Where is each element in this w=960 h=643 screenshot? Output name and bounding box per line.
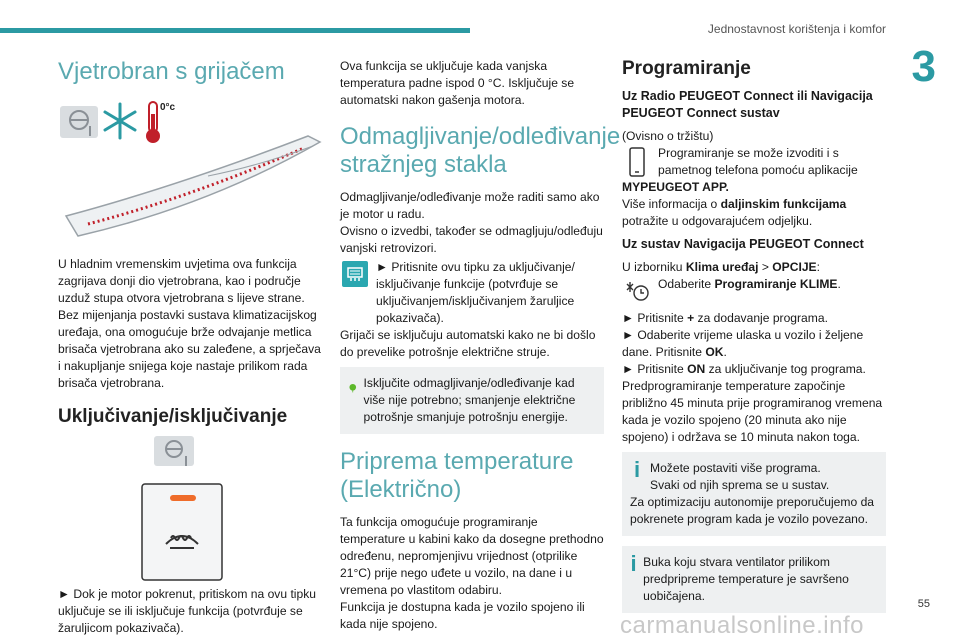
section-title-temperature-preparation: Priprema temperature (Električno) — [340, 448, 574, 503]
section-title-programming: Programiranje — [622, 58, 751, 79]
column-2 — [340, 58, 621, 639]
select-programming-step — [622, 276, 886, 306]
subsection-radio-connect: Uz Radio PEUGEOT Connect ili Navigacija PEUGEOT Connect sustav — [622, 89, 873, 120]
windscreen-illustration — [58, 96, 322, 256]
preprogramming-description: Predprogramiranje temperature započinje približno 45 minuta prije programiranog vremena kada je vozilo spojeno (20 minuta ako nije spojeno) i održava se 10 minuta nakon toga. — [622, 379, 883, 444]
activation-note: Ova funkcija se uključuje kada vanjska temperatura padne ispod 0 °C. Isključuje se automatski nakon gašenja motora. — [340, 59, 575, 107]
select-programming-text: Odaberite Programiranje KLIME. — [658, 277, 841, 291]
step-add-program: ► Pritisnite + za dodavanje programa. — [622, 311, 828, 325]
snowflake-icon — [105, 104, 135, 138]
section-title-heated-windscreen: Vjetrobran s grijačem — [58, 58, 285, 85]
steering-wheel-icon — [60, 106, 98, 138]
temperature-label: 0°c — [160, 102, 176, 113]
info-icon: i — [630, 551, 637, 576]
menu-path: U izborniku Klima uređaj > OPCIJE: — [622, 260, 820, 274]
on-off-instruction: ► Dok je motor pokrenut, pritiskom na ovu tipku uključuje se ili isključuje funkcija (potvrđuje se žaruljicom pokazivača). — [58, 587, 316, 635]
indicator-lamp — [170, 495, 196, 501]
column-3 — [622, 58, 886, 623]
steering-wheel-icon — [154, 436, 194, 466]
watermark: carmanualsonline.info — [620, 612, 864, 639]
running-header: Jednostavnost korištenja i komfor — [707, 22, 886, 36]
rear-defrost-icon — [342, 261, 368, 287]
temperature-preparation-p2: Funkcija je dostupna kada je vozilo spojeno ili kada nije spojeno. — [340, 600, 585, 631]
eco-note-text: Isključite odmagljivanje/odleđivanje kad više nije potrebno; smanjenje električne potrošnje smanjuje potrošnju energije. — [363, 376, 576, 424]
chapter-number: 3 — [911, 42, 936, 91]
step-select-time: ► Odaberite vrijeme ulaska u vozilo i željene dane. Pritisnite OK. — [622, 328, 864, 359]
rear-defrost-p4: Grijači se isključuju automatski kako ne bi došlo do prevelike potrošnje električne struje. — [340, 328, 596, 359]
note-fan-noise-text: Buka koju stvara ventilator prilikom predpripreme temperature je savršeno uobičajena. — [643, 555, 849, 603]
remote-functions-note: Više informacija o daljinskim funkcijama potražite u odgovarajućem odjeljku. — [622, 197, 847, 228]
app-name: MYPEUGEOT APP. — [622, 180, 729, 194]
temperature-preparation-p1: Ta funkcija omogućuje programiranje temperature u kabini kako da dosegne prethodno određenu, nepromjenjivu vrijednost (otprilike 21°C) prije nego uđete u vozilo, na dane i u vremena po vlastitom odabiru. — [340, 515, 604, 597]
rear-defrost-p2: Ovisno o izvedbi, također se odmagljuju/odleđuju vanjski retrovizori. — [340, 224, 603, 255]
smartphone-icon — [628, 147, 646, 177]
info-note-programs — [622, 452, 886, 536]
thermometer-icon — [146, 102, 160, 143]
page-number: 55 — [917, 598, 930, 610]
climate-timer-icon — [623, 278, 651, 304]
section-title-rear-defrost: Odmagljivanje/odleđivanje stražnjeg stakla — [340, 123, 621, 178]
rear-defrost-step — [340, 259, 604, 327]
rear-defrost-p1: Odmagljivanje/odleđivanje može raditi samo ako je motor u radu. — [340, 190, 600, 221]
note-programs-line2: Svaki od njih sprema se u sustav. — [650, 478, 830, 492]
heated-windscreen-button — [142, 484, 222, 580]
info-note-fan-noise — [622, 546, 886, 613]
note-programs-line1: Možete postaviti više programa. — [650, 461, 821, 475]
eco-note — [340, 367, 604, 434]
smartphone-step — [622, 145, 886, 179]
smartphone-text: Programiranje se može izvoditi i s pametnog telefona pomoću aplikacije — [658, 146, 858, 177]
step-activate: ► Pritisnite ON za uključivanje tog programa. — [622, 362, 866, 376]
eco-leaf-icon — [348, 375, 358, 401]
rear-defrost-p3: ► Pritisnite ovu tipku za uključivanje/ isključivanje funkcije (potvrđuje se uključivanjem/isključivanjem žaruljice pokazivača). — [376, 260, 575, 325]
heated-windscreen-description: U hladnim vremenskim uvjetima ova funkcija zagrijava donji dio vjetrobrana, kao i područje uzduž stupa otvora vjetrobrana s lijeve strane. Bez mijenjanja postavki sustava klimatizacijskog uređaja, ona omogućuje brže odvajanje metlica brisača vjetrobrana ako su zaleđene, a sprječava i nakupljanje snijega koje nastaje prilikom rada brisača vjetrobrana. — [58, 257, 321, 390]
info-icon: i — [633, 457, 641, 482]
market-note: (Ovisno o tržištu) — [622, 129, 714, 143]
column-1 — [58, 58, 322, 643]
subsection-navigation-connect: Uz sustav Navigacija PEUGEOT Connect — [622, 237, 864, 251]
control-illustration — [58, 436, 322, 586]
note-programs-line3: Za optimizaciju autonomije preporučujemo da pokrenete program kada je vozilo povezano. — [630, 495, 875, 526]
header-accent-bar — [0, 28, 470, 33]
section-title-on-off: Uključivanje/isključivanje — [58, 406, 288, 427]
